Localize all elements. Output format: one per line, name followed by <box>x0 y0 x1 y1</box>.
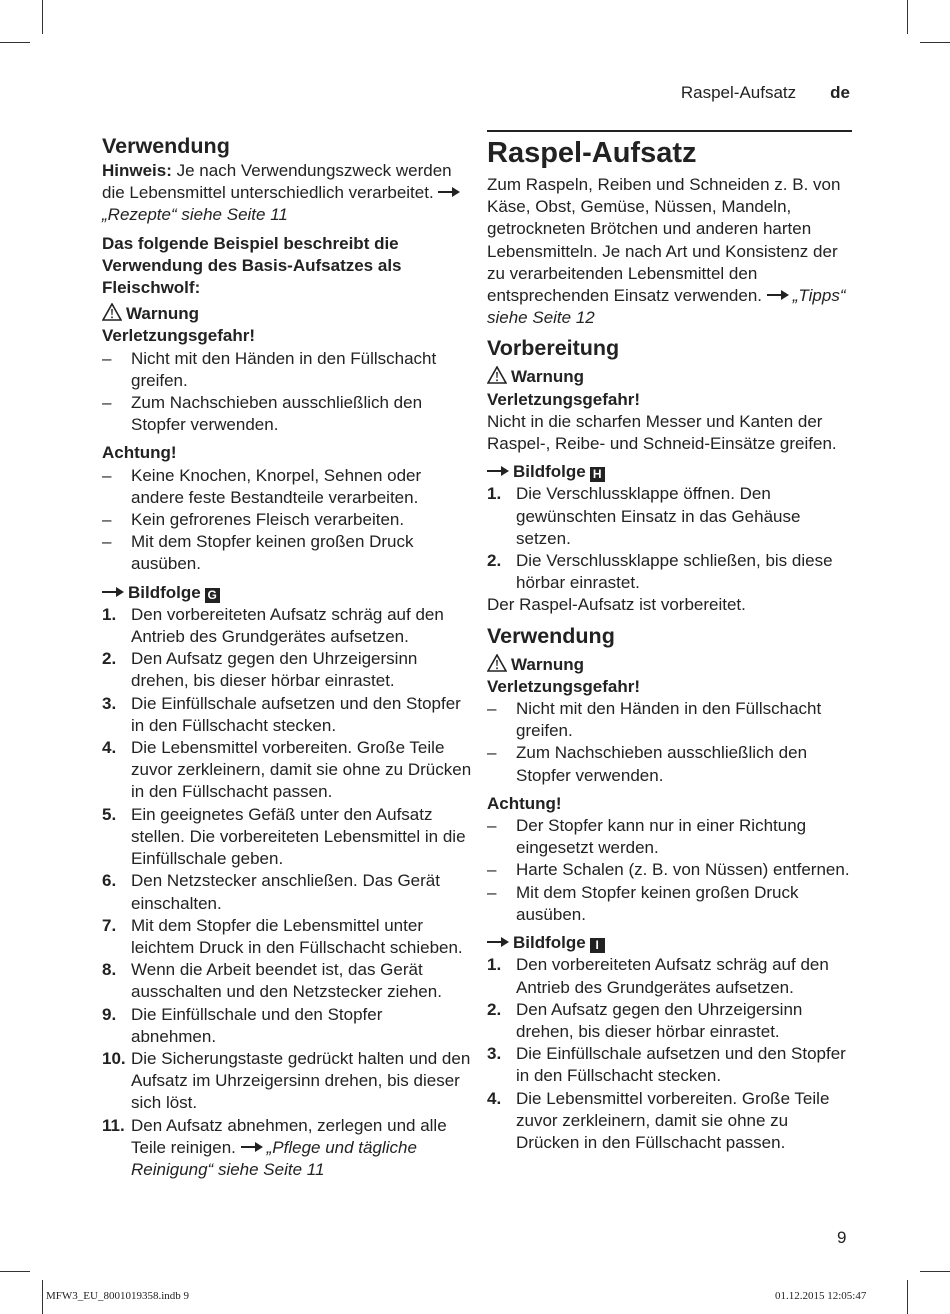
list-item: 10. Die Sicherungstaste gedrückt halten und den Aufsatz im Uhrzeigersinn drehen, bis dieser sich löst. <box>102 1048 471 1113</box>
list-item: – Der Stopfer kann nur in einer Richtung eingesetzt werden. <box>487 816 807 858</box>
list-item: 4. Die Lebensmittel vorbereiten. Große Teile zuvor zerkleinern, damit sie ohne zu Drücken in den Füllschacht passen. <box>102 738 472 802</box>
intro-reference: „Tipps“ siehe Seite 12 <box>487 286 846 328</box>
list-item: – Harte Schalen (z. B. von Nüssen) entfernen. <box>487 860 850 880</box>
attention-label: Achtung! <box>487 793 562 813</box>
list-item: – Mit dem Stopfer keinen großen Druck ausüben. <box>102 532 414 574</box>
list-item: 8. Wenn die Arbeit beendet ist, das Gerät ausschalten und den Netzstecker ziehen. <box>102 960 442 1002</box>
list-item: 4. Die Lebensmittel vorbereiten. Große Teile zuvor zerkleinern, damit sie ohne zu Drücken in den Füllschacht passen. <box>487 1088 830 1152</box>
injury-label: Verletzungsgefahr! <box>102 326 256 346</box>
header-section: Raspel-Aufsatz <box>680 83 797 102</box>
section-title-verwendung: Verwendung <box>102 134 230 158</box>
note-text: Je nach Verwendungszweck werden die Lebensmittel unterschiedlich verarbeitet. <box>102 161 452 203</box>
list-item: – Keine Knochen, Knorpel, Sehnen oder andere feste Bestandteile verarbeiten. <box>102 465 422 507</box>
header-language: de <box>830 83 850 102</box>
crop-mark <box>907 1280 908 1314</box>
prep-warning-text: Nicht in die scharfen Messer und Kanten der Raspel-, Reibe- und Schneid-Einsätze greifen. <box>487 411 837 454</box>
arrow-right-icon <box>487 936 509 948</box>
warning-triangle-icon <box>487 654 507 672</box>
footer-file: MFW3_EU_8001019358.indb 9 <box>46 1290 189 1302</box>
list-item: 1. Die Verschlussklappe öffnen. Den gewünschten Einsatz in das Gehäuse setzen. <box>487 484 801 548</box>
list-item: 7. Mit dem Stopfer die Lebensmittel unter leichtem Druck in den Füllschacht schieben. <box>102 915 463 957</box>
left-column <box>102 130 472 1181</box>
intro-paragraph: Zum Raspeln, Reiben und Schneiden z. B. von Käse, Obst, Gemüse, Nüssen, Mandeln, getrockneten Brötchen und anderen harten Lebensmitteln. Je nach Art und Konsistenz der zu verarbeitenden Lebensmittel den entsprechenden Einsatz verwenden. „Tipps“ siehe Seite 12 <box>487 175 846 328</box>
warning-heading: Warnung <box>487 654 852 676</box>
list-item: 9. Die Einfüllschale und den Stopfer abnehmen. <box>102 1004 383 1046</box>
list-item: 2. Den Aufsatz gegen den Uhrzeigersinn drehen, bis dieser hörbar einrastet. <box>102 649 418 691</box>
attention-label: Achtung! <box>102 443 177 463</box>
figure-letter-badge: H <box>590 467 605 482</box>
crop-mark <box>42 1280 43 1314</box>
step-reference: „Pflege und tägliche Reinigung“ siehe Seite 11 <box>131 1137 417 1179</box>
sequence-label: Bildfolge <box>128 582 201 602</box>
note-paragraph <box>102 160 472 227</box>
list-item: – Mit dem Stopfer keinen großen Druck ausüben. <box>487 882 799 924</box>
note-reference: „Rezepte“ siehe Seite 11 <box>102 205 288 225</box>
figure-letter-badge: I <box>590 938 605 953</box>
list-item: 5. Ein geeignetes Gefäß unter den Aufsatz stellen. Die vorbereiteten Lebensmittel in die Einfüllschale geben. <box>102 804 466 869</box>
section-title-vorbereitung: Vorbereitung <box>487 336 620 361</box>
list-item: – Kein gefrorenes Fleisch verarbeiten. <box>102 510 405 530</box>
page-number: 9 <box>837 1228 847 1247</box>
arrow-right-icon <box>241 1141 263 1153</box>
injury-label: Verletzungsgefahr! <box>487 676 641 696</box>
prep-done-text: Der Raspel-Aufsatz ist vorbereitet. <box>487 595 746 615</box>
title-rule <box>487 130 852 132</box>
section-title-verwendung: Verwendung <box>487 623 615 648</box>
right-column <box>487 130 852 1154</box>
warning-label: Warnung <box>126 304 200 324</box>
crop-mark <box>0 42 30 43</box>
sequence-heading: Bildfolge H <box>487 461 852 483</box>
arrow-right-icon <box>487 465 509 477</box>
crop-mark <box>920 42 950 43</box>
list-item: 3. Die Einfüllschale aufsetzen und den Stopfer in den Füllschacht stecken. <box>487 1044 846 1086</box>
crop-mark <box>42 0 43 34</box>
sequence-heading <box>102 582 472 604</box>
list-item: – Nicht mit den Händen in den Füllschacht greifen. <box>102 348 437 390</box>
intro-bold: Das folgende Beispiel beschreibt die Verwendung des Basis-Aufsatzes als Fleischwolf: <box>102 233 402 298</box>
warning-triangle-icon <box>487 366 507 384</box>
figure-letter-badge: G <box>205 588 220 603</box>
running-header <box>681 83 850 103</box>
sequence-heading: Bildfolge I <box>487 932 852 954</box>
list-item: 2. Die Verschlussklappe schließen, bis diese hörbar einrastet. <box>487 551 833 593</box>
list-item: 1. Den vorbereiteten Aufsatz schräg auf den Antrieb des Grundgerätes aufsetzen. <box>102 604 444 647</box>
arrow-right-icon <box>438 186 460 198</box>
crop-mark <box>0 1271 30 1272</box>
warning-heading <box>102 303 472 325</box>
list-item: 1. Den vorbereiteten Aufsatz schräg auf den Antrieb des Grundgerätes aufsetzen. <box>487 955 829 997</box>
injury-label: Verletzungsgefahr! <box>487 389 641 409</box>
page-title: Raspel-Aufsatz <box>487 137 697 169</box>
list-item: 2. Den Aufsatz gegen den Uhrzeigersinn drehen, bis dieser hörbar einrastet. <box>487 999 803 1041</box>
list-item: 6. Den Netzstecker anschließen. Das Gerät einschalten. <box>102 871 440 913</box>
crop-mark <box>907 0 908 34</box>
warning-heading: Warnung <box>487 366 852 388</box>
list-item: 3. Die Einfüllschale aufsetzen und den Stopfer in den Füllschacht stecken. <box>102 693 461 735</box>
list-item: – Zum Nachschieben ausschließlich den Stopfer verwenden. <box>102 393 423 435</box>
warning-triangle-icon <box>102 303 122 321</box>
list-item: – Nicht mit den Händen in den Füllschacht greifen. <box>487 699 822 741</box>
crop-mark <box>920 1271 950 1272</box>
footer-datetime: 01.12.2015 12:05:47 <box>775 1290 867 1302</box>
list-item: – Zum Nachschieben ausschließlich den Stopfer verwenden. <box>487 743 808 785</box>
arrow-right-icon <box>767 289 789 301</box>
list-item: 11. Den Aufsatz abnehmen, zerlegen und alle Teile reinigen. „Pflege und tägliche Reinigung“ siehe Seite 11 <box>102 1115 447 1179</box>
arrow-right-icon <box>102 586 124 598</box>
note-label: Hinweis: <box>102 161 172 180</box>
